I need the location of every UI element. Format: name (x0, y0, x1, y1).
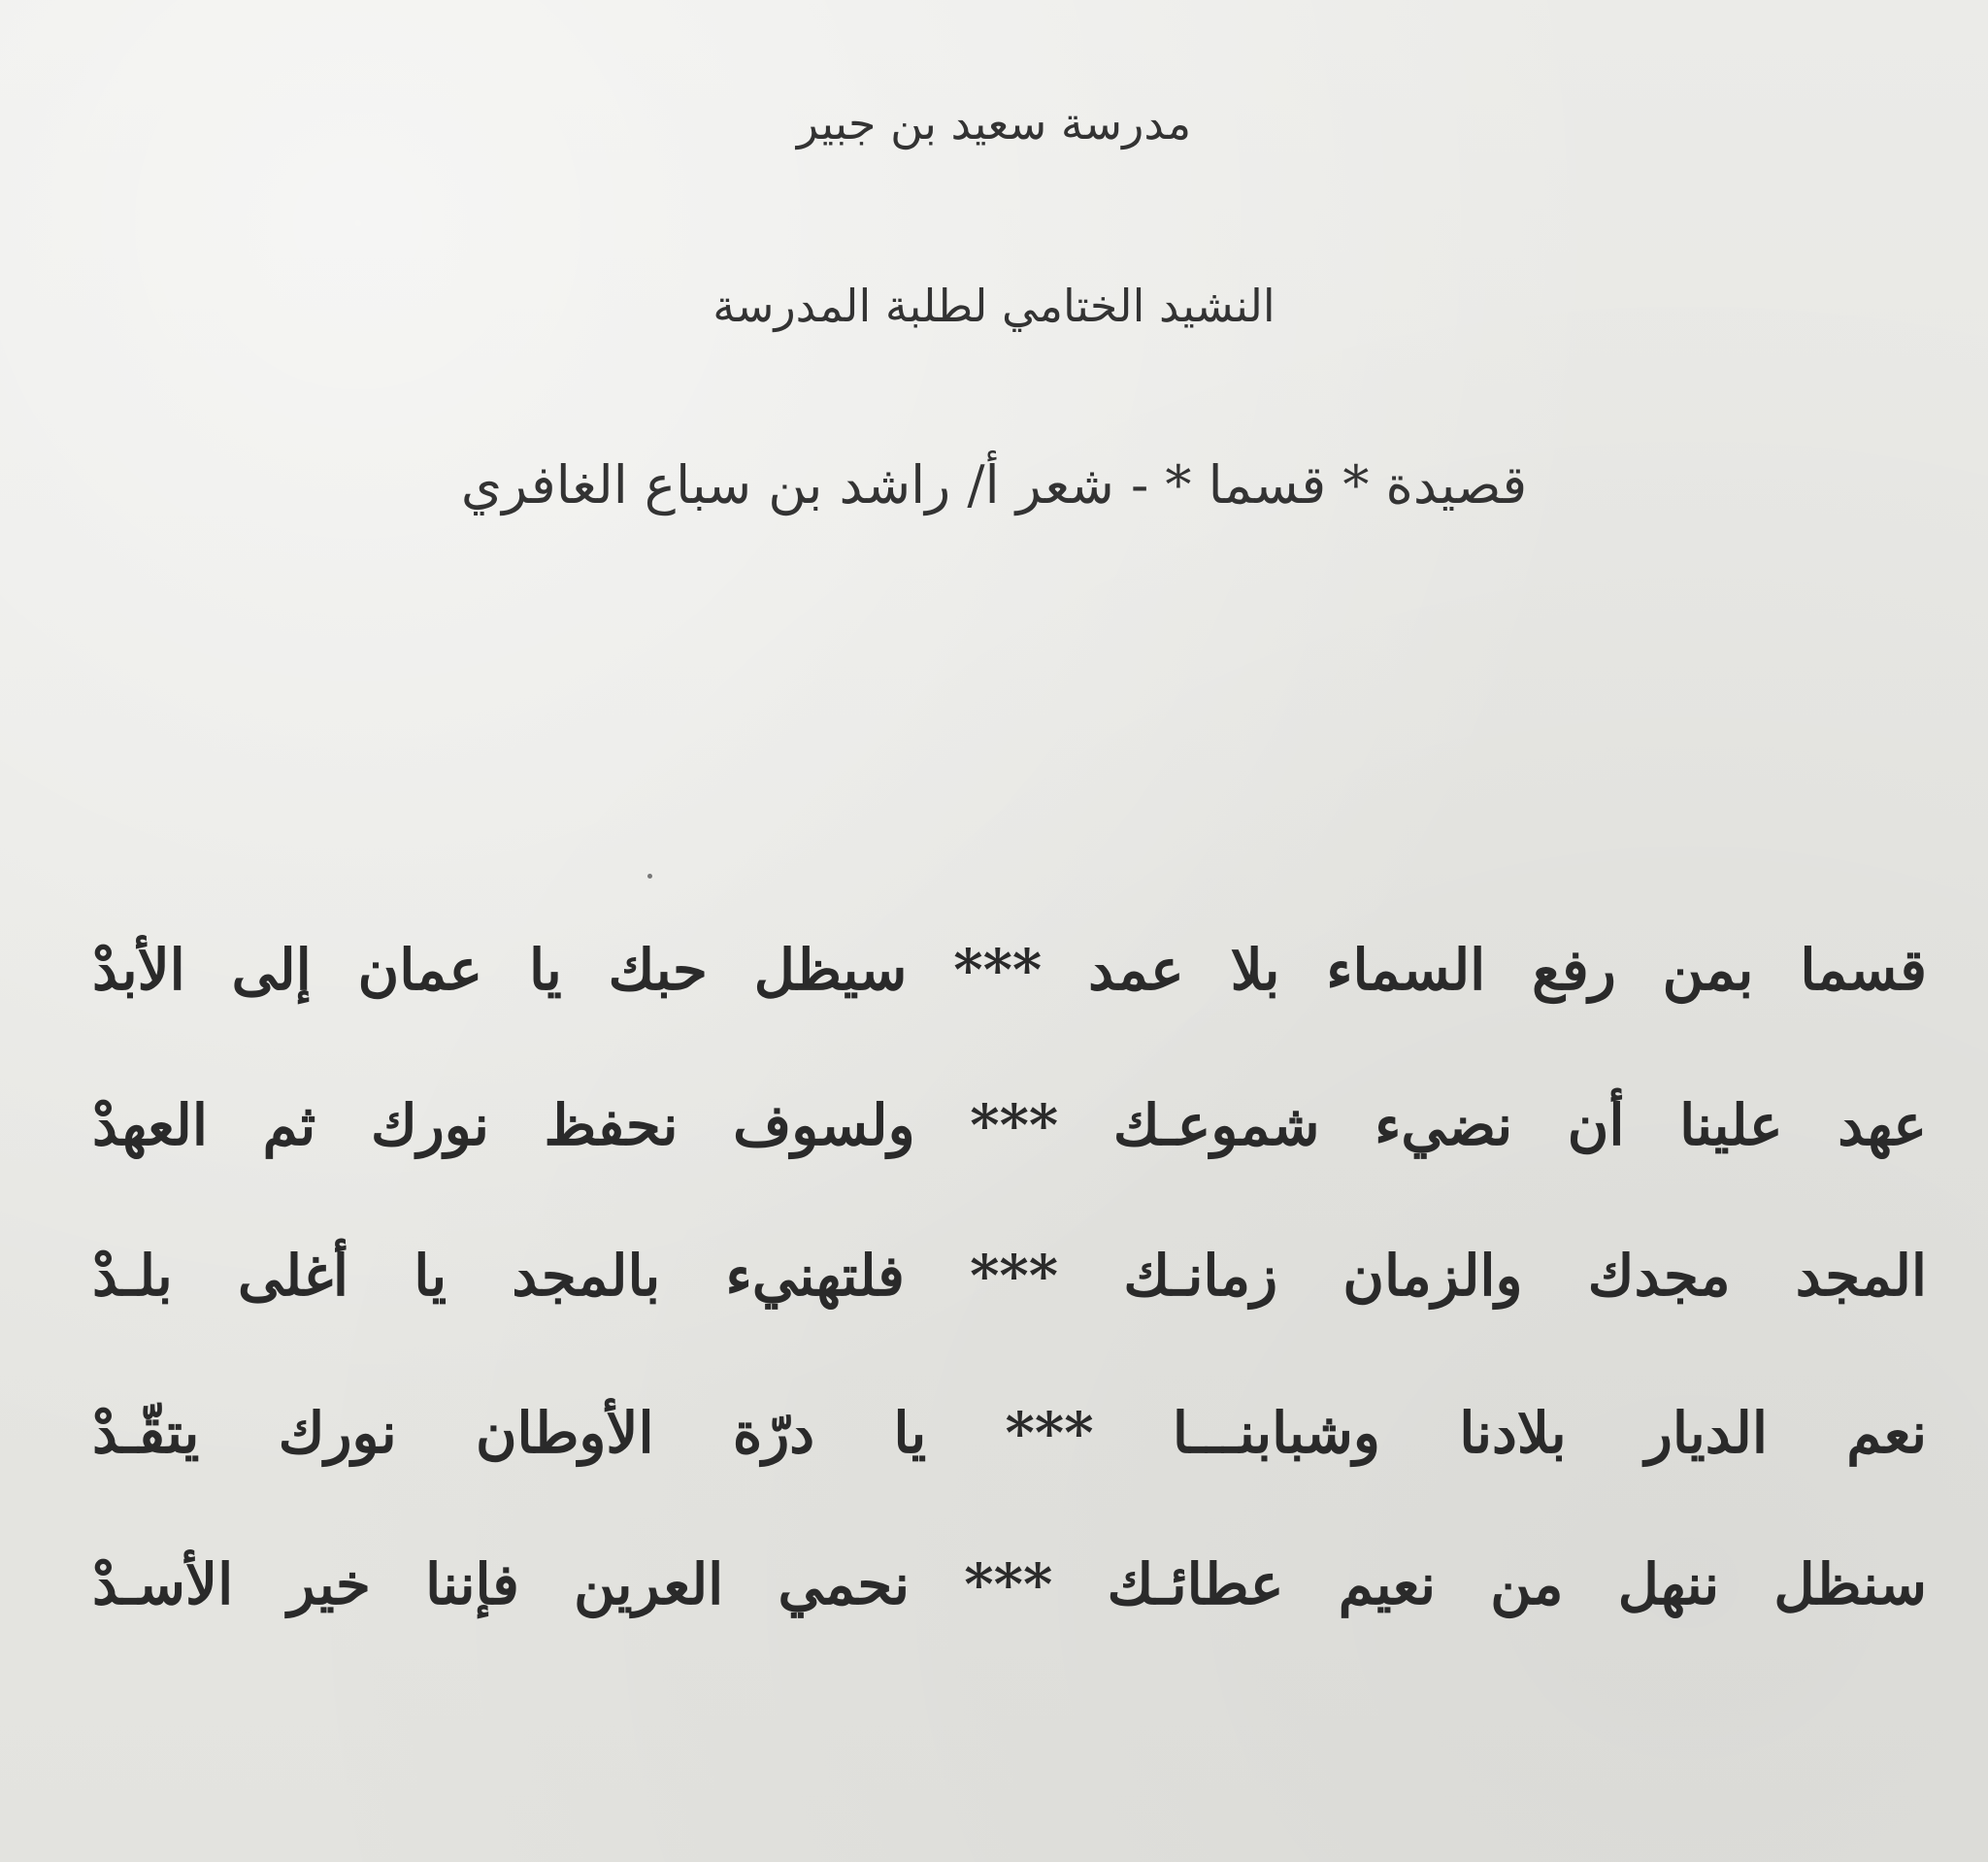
school-name: مدرسة سعيد بن جبير (796, 97, 1192, 150)
verse-line: عهد علينا أن نضيء شموعـك *** ولسوف نحفظ نورك ثم العهدْ (92, 1092, 1927, 1158)
anthem-title: النشيد الختامي لطلبة المدرسة (712, 280, 1276, 332)
verse-line: قسما بمن رفع السماء بلا عمد *** سيظل حبك يا عمان إلى الأبدْ (92, 937, 1927, 1003)
verse-line: المجد مجدك والزمان زمانـك *** فلتهنيء بالمجد يا أغلى بلـدْ (92, 1243, 1927, 1309)
verse-line: سنظل ننهل من نعيم عطائـك *** نحمي العرين فإننا خير الأسـدْ (92, 1551, 1927, 1617)
verse-line: نعم الديار بلادنا وشبابنـــا *** يا درّة الأوطان نورك يتقّـدْ (92, 1400, 1927, 1466)
poem-credit: قصيدة * قسما * - شعر أ/ راشد بن سباع الغافري (460, 454, 1528, 515)
paper-speck (647, 874, 652, 879)
